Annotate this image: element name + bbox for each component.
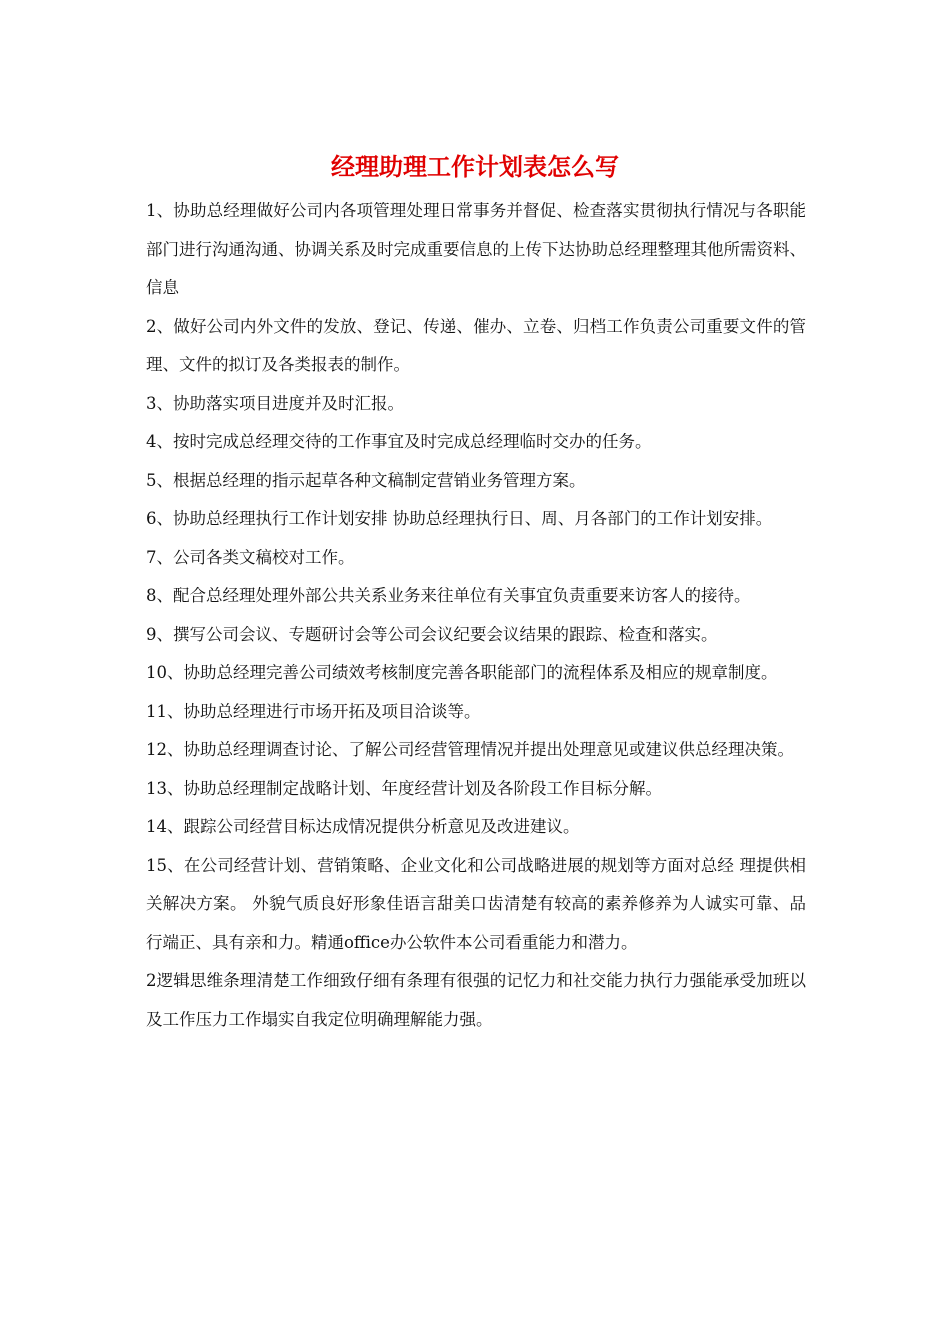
paragraph-11: 11、协助总经理进行市场开拓及项目洽谈等。 bbox=[146, 701, 481, 721]
paragraph-8: 8、配合总经理处理外部公共关系业务来往单位有关事宜负责重要来访客人的接待。 bbox=[146, 586, 751, 605]
paragraph-6: 6、协助总经理执行工作计划安排 协助总经理执行日、周、月各部门的工作计划安排。 bbox=[146, 509, 773, 528]
paragraph-15: 15、在公司经营计划、营销策略、企业文化和公司战略进展的规划等方面对总经 理提供相关解决方案。 外貌气质良好形象佳语言甜美口齿清楚有较高的素养修养为人诚实可靠、品行端正、具有亲和力。精通office办公软件本公司看重能力和潜力。 bbox=[146, 855, 806, 952]
paragraph-9: 9、撰写公司会议、专题研讨会等公司会议纪要会议结果的跟踪、检查和落实。 bbox=[146, 624, 718, 644]
paragraph-5: 5、根据总经理的指示起草各种文稿制定营销业务管理方案。 bbox=[146, 470, 586, 490]
paragraph-16: 2逻辑思维条理清楚工作细致仔细有条理有很强的记忆力和社交能力执行力强能承受加班以及工作压力工作塌实自我定位明确理解能力强。 bbox=[146, 971, 806, 1029]
document-title: 经理助理工作计划表怎么写 bbox=[331, 152, 619, 181]
paragraph-10: 10、协助总经理完善公司绩效考核制度完善各职能部门的流程体系及相应的规章制度。 bbox=[146, 663, 778, 682]
paragraph-2: 2、做好公司内外文件的发放、登记、传递、催办、立卷、归档工作负责公司重要文件的管理、文件的拟订及各类报表的制作。 bbox=[146, 316, 806, 374]
paragraph-13: 13、协助总经理制定战略计划、年度经营计划及各阶段工作目标分解。 bbox=[146, 778, 662, 798]
document-body bbox=[146, 192, 806, 1039]
paragraph-4: 4、按时完成总经理交待的工作事宜及时完成总经理临时交办的任务。 bbox=[146, 432, 652, 451]
paragraph-7: 7、公司各类文稿校对工作。 bbox=[146, 547, 355, 567]
paragraph-12: 12、协助总经理调查讨论、了解公司经营管理情况并提出处理意见或建议供总经理决策。 bbox=[146, 740, 794, 759]
paragraph-14: 14、跟踪公司经营目标达成情况提供分析意见及改进建议。 bbox=[146, 817, 580, 836]
paragraph-1: 1、协助总经理做好公司内各项管理处理日常事务并督促、检查落实贯彻执行情况与各职能部门进行沟通沟通、协调关系及时完成重要信息的上传下达协助总经理整理其他所需资料、信息 bbox=[146, 201, 806, 297]
paragraph-3: 3、协助落实项目进度并及时汇报。 bbox=[146, 393, 404, 413]
